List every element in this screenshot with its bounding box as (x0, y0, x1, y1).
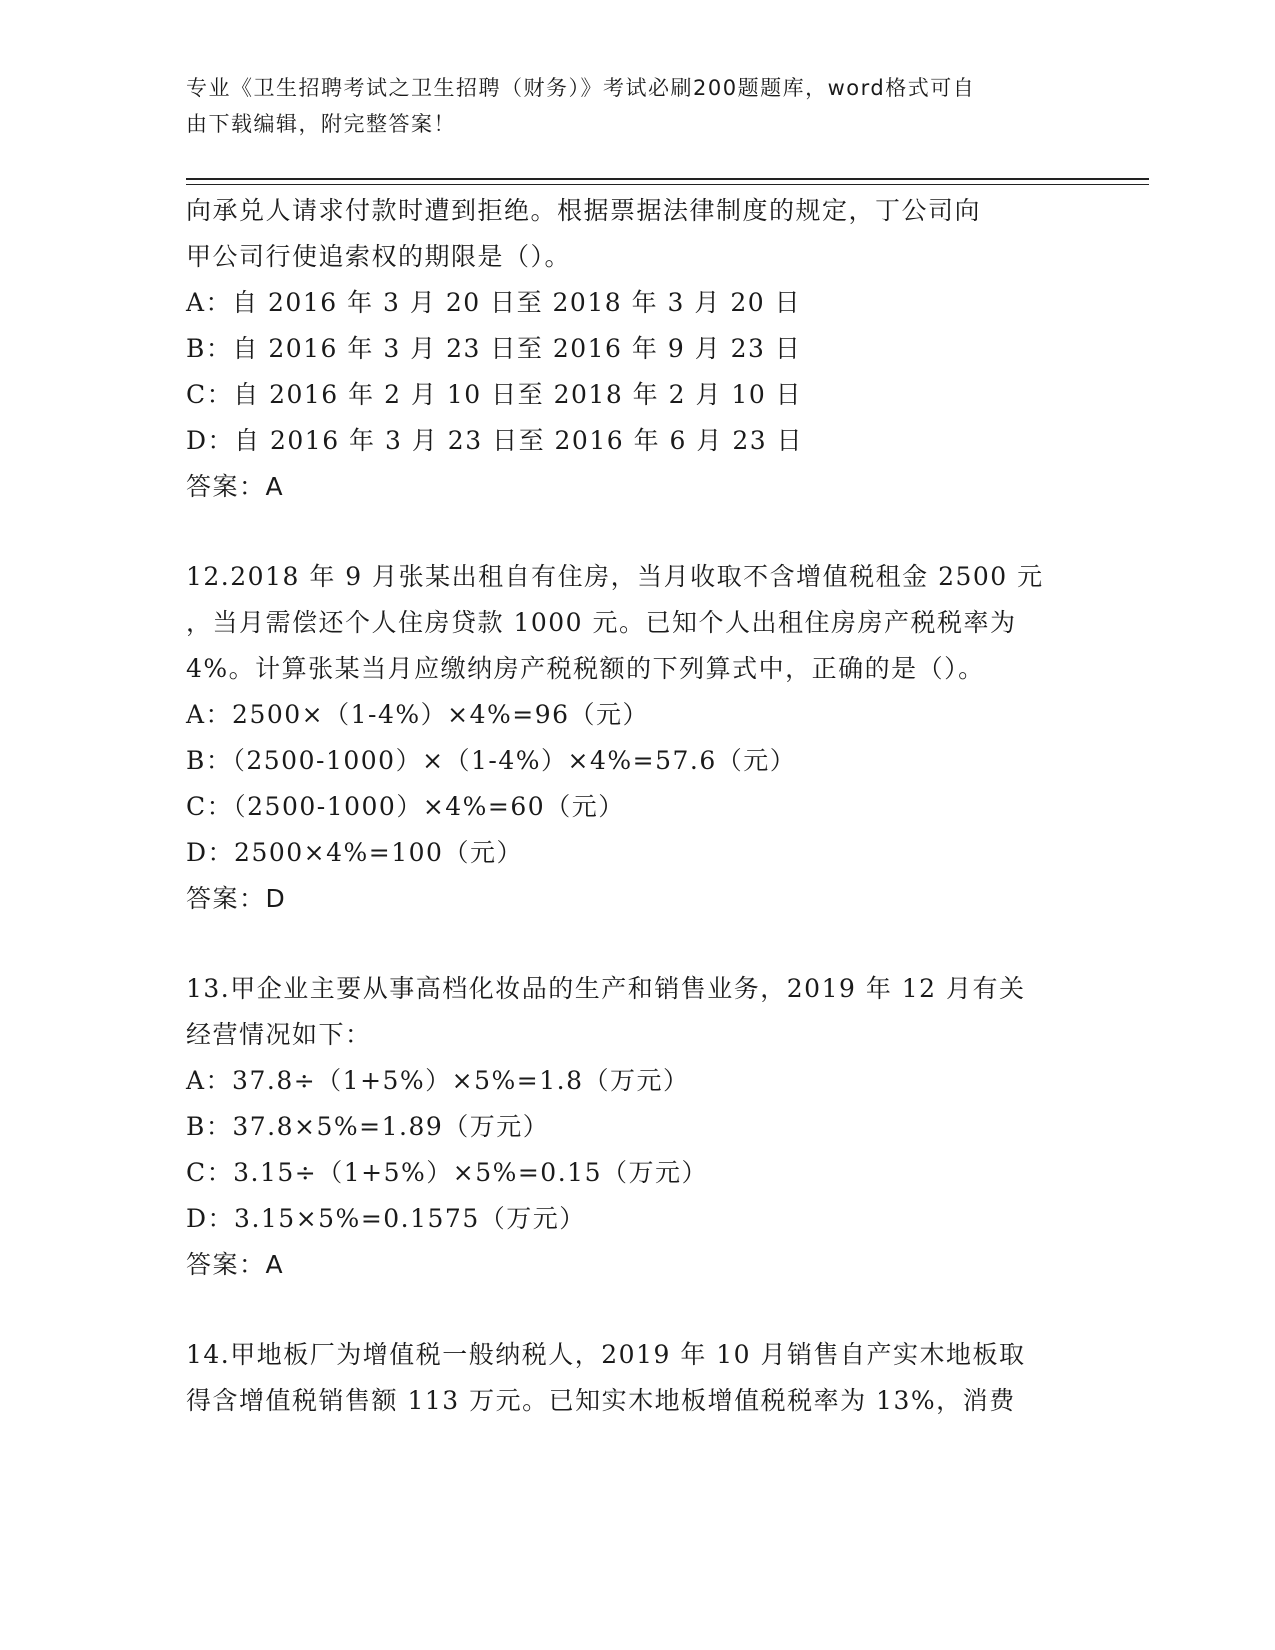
question-stem-line: 12.2018 年 9 月张某出租自有住房，当月收取不含增值税租金 2500 元 (186, 562, 1044, 591)
option-a: A：自 2016 年 3 月 20 日至 2018 年 3 月 20 日 (186, 288, 802, 317)
option-c: C：3.15÷（1+5%）×5%=0.15（万元） (186, 1158, 708, 1187)
option-d: D：2500×4%=100（元） (186, 838, 523, 867)
question-block (186, 188, 1086, 510)
question-stem-line: 13.甲企业主要从事高档化妆品的生产和销售业务，2019 年 12 月有关 (186, 974, 1026, 1003)
option-a: A：37.8÷（1+5%）×5%=1.8（万元） (186, 1066, 690, 1095)
answer-text: 答案：A (186, 1250, 285, 1279)
header-rule-thin (186, 184, 1149, 185)
option-d: D：3.15×5%=0.1575（万元） (186, 1204, 586, 1233)
header-rule-thick (186, 178, 1149, 180)
header-line-2: 由下载编辑，附完整答案！ (186, 112, 456, 136)
option-c: C：（2500-1000）×4%=60（元） (186, 792, 625, 821)
question-block (186, 1332, 1086, 1424)
option-b: B：37.8×5%=1.89（万元） (186, 1112, 550, 1141)
option-d: D：自 2016 年 3 月 23 日至 2016 年 6 月 23 日 (186, 426, 804, 455)
question-stem-line: 4%。计算张某当月应缴纳房产税税额的下列算式中，正确的是（）。 (186, 654, 985, 683)
option-b: B：（2500-1000）×（1-4%）×4%=57.6（元） (186, 746, 797, 775)
option-a: A：2500×（1-4%）×4%=96（元） (186, 700, 650, 729)
question-block (186, 554, 1086, 922)
question-stem-line: 得含增值税销售额 113 万元。已知实木地板增值税税率为 13%，消费 (186, 1386, 1016, 1415)
answer-text: 答案：A (186, 472, 285, 501)
question-block (186, 966, 1086, 1288)
header-line-1: 专业《卫生招聘考试之卫生招聘（财务）》考试必刷200题题库，word格式可自 (186, 76, 976, 100)
option-c: C：自 2016 年 2 月 10 日至 2018 年 2 月 10 日 (186, 380, 803, 409)
question-stem-line: 向承兑人请求付款时遭到拒绝。根据票据法律制度的规定，丁公司向 (186, 196, 982, 225)
question-stem-line: 14.甲地板厂为增值税一般纳税人，2019 年 10 月销售自产实木地板取 (186, 1340, 1026, 1369)
question-list (186, 188, 1086, 1424)
option-b: B：自 2016 年 3 月 23 日至 2016 年 9 月 23 日 (186, 334, 802, 363)
question-stem-line: 甲公司行使追索权的期限是（）。 (186, 242, 572, 271)
question-stem-line: ，当月需偿还个人住房贷款 1000 元。已知个人出租住房房产税税率为 (186, 608, 1017, 637)
answer-text: 答案：D (186, 884, 287, 913)
page-header (186, 70, 1066, 142)
question-stem-line: 经营情况如下： (186, 1020, 372, 1049)
